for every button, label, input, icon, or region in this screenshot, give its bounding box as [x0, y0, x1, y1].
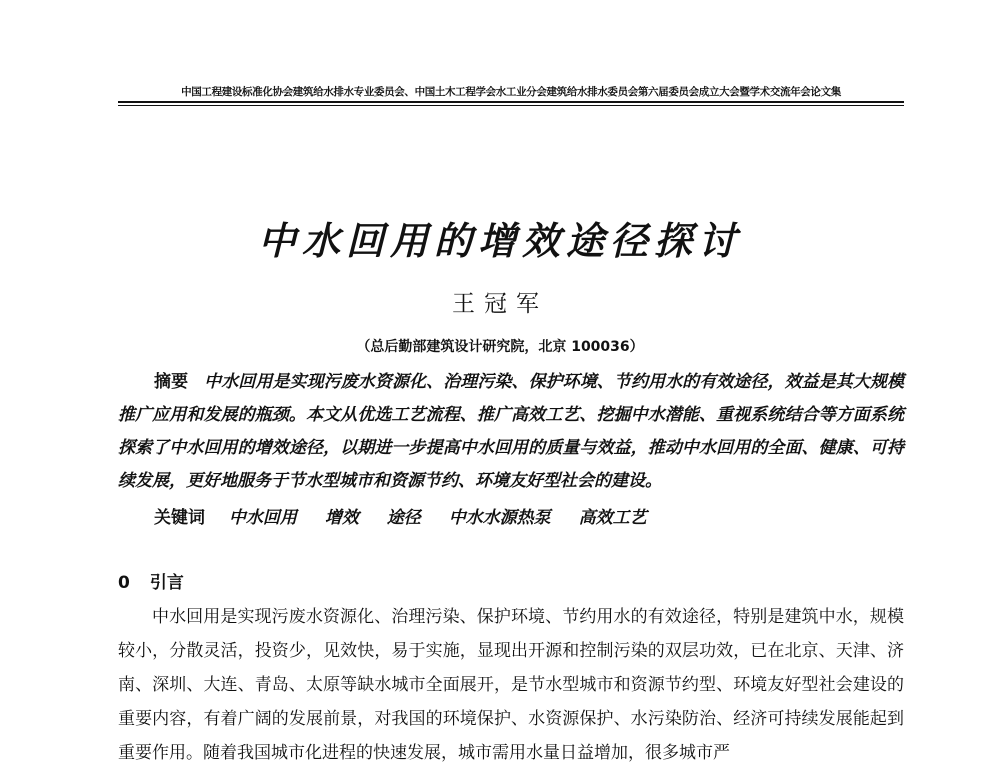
section-title: 引言 — [149, 573, 184, 593]
keyword: 增效 — [324, 508, 359, 528]
keyword: 高效工艺 — [578, 508, 647, 528]
keyword: 途径 — [386, 508, 421, 528]
author-name: 王冠军 — [452, 291, 548, 317]
abstract-label: 摘要 — [154, 372, 189, 392]
header-rule — [118, 101, 904, 103]
keyword: 中水水源热泵 — [448, 508, 551, 528]
keywords — [154, 502, 904, 535]
keyword: 中水回用 — [228, 508, 297, 528]
header-rule-secondary — [118, 105, 904, 106]
section-number: 0 — [118, 573, 130, 593]
abstract-text: 中水回用是实现污废水资源化、治理污染、保护环境、节约用水的有效途径，效益是其大规模推广应用和发展的瓶颈。本文从优选工艺流程、推广高效工艺、挖掘中水潜能、重视系统结合等方面系统探索了中水回用的增效途径，以期进一步提高中水回用的质量与效益，推动中水回用的全面、健康、可持续发展，更好地服务于节水型城市和资源节约、环境友好型社会的建设。 — [118, 372, 905, 491]
paper-title: 中水回用的增效途径探讨 — [257, 218, 742, 263]
abstract — [118, 366, 904, 498]
keywords-label: 关键词 — [154, 508, 205, 528]
section-heading — [118, 568, 184, 593]
running-header: 中国工程建设标准化协会建筑给水排水专业委员会、中国土木工程学会水工业分会建筑给水排水委员会第六届委员会成立大会暨学术交流年会论文集 — [181, 86, 841, 98]
body-paragraph: 中水回用是实现污废水资源化、治理污染、保护环境、节约用水的有效途径，特别是建筑中水，规模较小，分散灵活，投资少，见效快，易于实施，显现出开源和控制污染的双层功效，已在北京、天津、济南、深圳、大连、青岛、太原等缺水城市全面展开，是节水型城市和资源节约型、环境友好型社会建设的重要内容，有着广阔的发展前景，对我国的环境保护、水资源保护、水污染防治、经济可持续发展能起到重要作用。随着我国城市化进程的快速发展，城市需用水量日益增加，很多城市严 — [118, 607, 904, 763]
author-affiliation: （总后勤部建筑设计研究院，北京 100036） — [356, 339, 644, 355]
